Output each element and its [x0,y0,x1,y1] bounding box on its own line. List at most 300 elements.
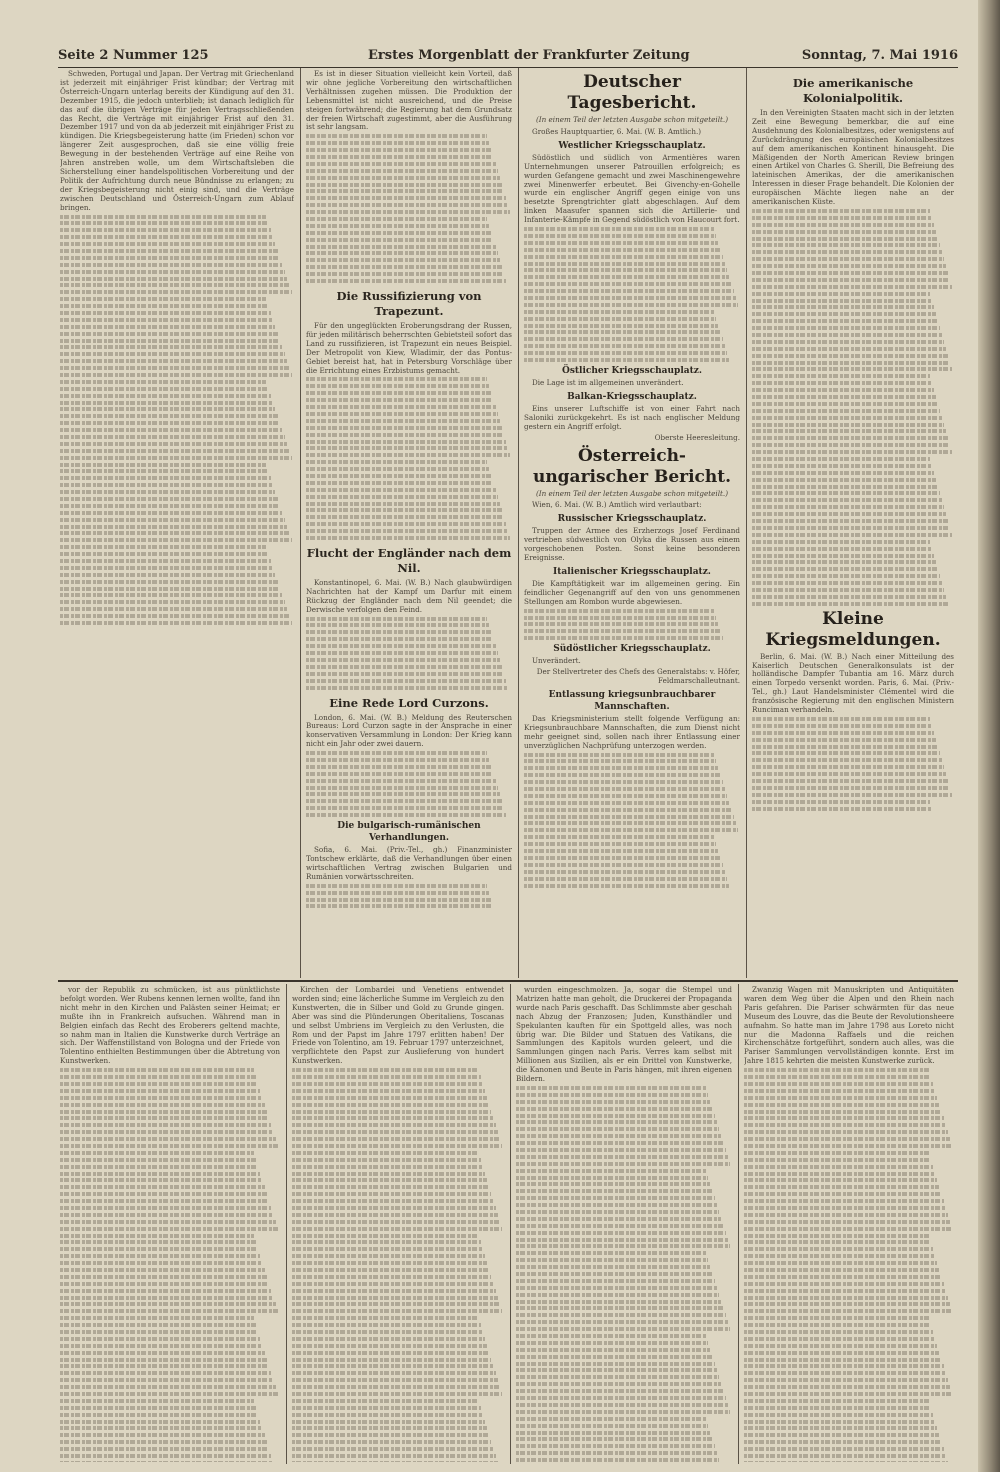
text-line [60,1130,273,1134]
text-line [752,786,950,790]
text-lines [306,377,512,539]
text-line [306,792,500,796]
text-line [60,428,282,432]
text-line [306,446,508,450]
text-line [60,1323,256,1327]
masthead-title: Erstes Morgenblatt der Frankfurter Zeitung [368,48,690,63]
header-rule [58,67,958,68]
text-line [306,799,502,803]
text-line [524,636,723,640]
text-line [60,1158,256,1162]
text-line [744,1364,944,1368]
page-binding-shadow [978,0,1000,1472]
text-line [516,1327,730,1331]
text-line [60,1227,278,1231]
text-line [306,169,498,173]
headline-bulgarian: Die bulgarisch-rumänischen Verhandlungen. [337,821,481,844]
text-line [752,367,952,371]
text-line [516,1120,717,1124]
text-line [744,1275,941,1279]
text-line [292,1420,485,1424]
text-line [306,758,489,762]
text-line [60,580,278,584]
text-line [306,377,487,381]
column-divider [746,68,747,978]
text-line [516,1410,730,1414]
text-line [306,134,487,138]
text-line [60,242,275,246]
text-line [744,1385,950,1389]
text-line [752,285,952,289]
text-lines [524,753,740,888]
text-line [752,519,948,523]
feuilleton-rule [58,980,958,982]
text-line [292,1234,479,1238]
note-line: (In einem Teil der letzten Ausgabe schon mitgeteilt.) [535,115,728,124]
text-line [752,374,930,378]
text-line [516,1368,717,1372]
text-line [292,1323,481,1327]
text-line [60,414,278,418]
text-line [524,815,734,819]
feuilleton-column-4 [744,986,954,1462]
column-divider [286,984,287,1464]
text-line [60,1172,260,1176]
text-line [292,1075,481,1079]
text-line [744,1172,935,1176]
article-text: vor der Republik zu schmücken, ist aus pünktlichste befolgt worden. Wer Rubens kennen lernen wollte, fand ihn nicht mehr in den Kirchen und Palästen seiner Heimat; er mußte ihn in Frankreich aufsuchen. Während man in Belgien einfach das Recht des Eroberers geltend machte, so nahm man in Italien die Kunstwerke durch Verträge an sich. Der Waffenstillstand von Bologna und der Friede von Tolentino enthielten Bestimmungen über die Abtretung von Kunstwerken. [60,986,280,1066]
text-line [516,1375,719,1379]
text-line [60,1454,271,1458]
text-line [60,1413,258,1417]
text-line [744,1165,933,1169]
text-line [60,1192,267,1196]
text-line [292,1185,489,1189]
text-line [516,1100,710,1104]
text-line [60,1261,262,1265]
text-line [60,221,268,225]
text-line [752,602,948,606]
text-line [306,279,506,283]
text-line [744,1110,941,1114]
headline-nil: Flucht der Engländer nach dem Nil. [306,545,512,575]
text-line [292,1137,500,1141]
text-line [744,1371,946,1375]
text-line [524,234,716,238]
text-line [516,1355,713,1359]
text-line [524,801,729,805]
text-lines [60,215,294,626]
text-line [60,366,289,370]
text-line [516,1382,721,1386]
text-line [524,842,716,846]
text-line [292,1247,483,1251]
text-line [292,1220,500,1224]
text-line [752,237,938,241]
text-line [744,1447,944,1451]
text-line [744,1234,929,1238]
text-line [60,531,289,535]
text-line [60,401,273,405]
text-line [744,1261,937,1265]
text-line [306,686,508,690]
text-line [306,495,498,499]
text-line [752,292,930,296]
text-line [306,196,506,200]
text-line [60,290,292,294]
text-line [744,1123,946,1127]
text-line [516,1458,719,1462]
text-line [60,297,266,301]
text-line [752,758,942,762]
text-line [752,457,930,461]
text-line [516,1444,715,1448]
article-text: In den Vereinigten Staaten macht sich in der letzten Zeit eine Bewegung bemerkbar, die auf eine Ausdehnung des Kolonialbesitzes, oder wenigstens auf Zurückdrängung des europäischen Kolonialbesitzes auf dem amerikanischen Kontinent hinausgeht. Die Mäßigenden der North American Review bringen einen Artikel von Charles G. Sherill, Die Befreiung des lateinischen Amerikas, der die amerikanischen Interessen in dieser Frage behandelt. Die Kolonien der europäischen Mächte liegen nahe an der amerikanischen Küste. [752,108,954,207]
text-line [744,1116,944,1120]
text-line [306,272,504,276]
text-line [516,1093,708,1097]
text-line [524,227,714,231]
article-text: Für den ungeglückten Eroberungsdrang der Russen, für jeden militärisch beherrschten Gebietsteil sofort das Land zu russifizieren, ist Trapezunt ein neues Beispiel. Der Metropolit von Kiew, Wladimir, der das Pontus-Gebiet bereist hat, hat in Petersburg Vorschläge über die Errichtung eines Erzbistums gemacht. [306,321,512,375]
text-line [744,1178,937,1182]
text-line [524,616,716,620]
text-line [752,772,946,776]
text-line [524,759,716,763]
text-lines [524,609,740,641]
text-line [752,450,952,454]
text-line [516,1127,719,1131]
text-line [60,359,287,363]
page-number: Seite 2 Nummer 125 [58,48,209,63]
text-line [292,1068,479,1072]
text-line [306,203,508,207]
text-line [60,1151,254,1155]
text-line [60,469,268,473]
text-line [744,1358,941,1362]
headline-curzon: Eine Rede Lord Curzons. [329,695,489,710]
text-line [306,623,489,627]
text-line [60,1351,265,1355]
text-line [60,332,278,336]
text-line [744,1309,952,1313]
text-line [60,483,273,487]
text-line [744,1158,931,1162]
text-line [752,429,946,433]
text-line [516,1293,719,1297]
text-line [60,1392,278,1396]
column-divider [300,68,301,978]
text-line [306,155,493,159]
text-line [60,525,287,529]
text-line [752,765,944,769]
text-line [524,794,727,798]
text-line [752,423,944,427]
text-line [60,490,275,494]
text-line [752,305,934,309]
article-text: Südöstlich und südlich von Armentières waren Unternehmungen unserer Patrouillen erfolgreich; es wurden Gefangene gemacht und zwei Maschinengewehre zwei Minenwerfer erbeutet. Bei Givenchy-en-Gohelle wurde ein englischer Angriff gegen einige von uns besetzte Sprengtrichter glatt abgeschlagen. Auf dem linken Maasufer spannen sich die Artillerie- und Infanterie-Kämpfe in Gegend südöstlich von Haucourt fort. [524,152,740,225]
text-line [60,1461,273,1462]
text-line [744,1151,929,1155]
article-text: Truppen der Armee des Erzherzogs Josef Ferdinand vertrieben südwestlich von Olyka die Russen aus einem vorgeschobenen Posten. Sonst keine besonderen Ereignisse. [524,526,740,563]
text-line [752,485,938,489]
text-line [306,231,491,235]
text-line [292,1461,498,1462]
text-line [752,512,946,516]
text-line [516,1244,730,1248]
text-line [516,1306,723,1310]
text-line [516,1431,710,1435]
text-line [292,1454,496,1458]
text-line [292,1351,489,1355]
text-line [524,255,723,259]
text-line [60,1220,276,1224]
text-line [292,1358,491,1362]
text-line [524,275,729,279]
text-line [524,835,714,839]
text-line [60,1282,269,1286]
text-line [744,1406,931,1410]
text-line [306,488,496,492]
text-line [752,409,940,413]
text-line [516,1148,726,1152]
text-line [292,1206,496,1210]
text-line [292,1116,493,1120]
text-line [752,533,952,537]
text-line [744,1337,935,1341]
text-line [744,1296,948,1300]
feuilleton-column-1 [60,986,280,1462]
text-line [60,345,282,349]
text-line [744,1378,948,1382]
article-text: Konstantinopel, 6. Mai. (W. B.) Nach glaubwürdigen Nachrichten hat der Kampf um Darfur mit einem Rückzug der Engländer nach dem Nil geendet; die Derwische verfolgen den Feind. [306,577,512,614]
text-line [752,333,942,337]
text-line [516,1424,708,1428]
text-line [744,1206,946,1210]
text-line [516,1141,723,1145]
page-header [58,48,958,66]
text-line [306,460,487,464]
text-line [60,1178,262,1182]
text-line [292,1123,496,1127]
text-line [292,1406,481,1410]
text-line [60,270,285,274]
text-line [60,607,287,611]
text-line [516,1086,706,1090]
text-line [306,258,500,262]
text-line [292,1378,498,1382]
text-line [60,1337,260,1341]
text-line [60,1096,262,1100]
text-line [306,522,506,526]
text-line [60,1385,276,1389]
text-line [516,1389,723,1393]
text-line [752,574,940,578]
text-line [60,1289,271,1293]
text-line [292,1082,483,1086]
text-line [752,443,950,447]
article-text: Schweden, Portugal und Japan. Der Vertrag mit Griechenland ist jederzeit mit einjähriger Frist kündbar; der Vertrag mit Österreich-Ungarn unterlag bereits der Kündigung auf den 31. Dezember 1915, die jedoch unterblieb; ist danach lediglich für das auf die übrigen Verträge für jeden Vertragsschließenden das Recht, die Verträge mit einjähriger Frist auf den 31. Dezember 1917 und von da ab jederzeit mit einjähriger Frist zu kündigen. Die Kriegsbegeisterung hatte (im Frieden) schon vor längerer Zeit ausgesprochen, daß sie eine völlig freie Bewegung in der bestehenden Verträge auf eine Reihe von Jahren anstreben wolle, um dem Wirtschaftsleben die Sicherstellung einer handelspolitischen Vorbereitung und der Politik der Aufrichtung durch neue Bündnisse zu erlangen; zu der Kriegsbegeisterung nicht einig sind, und die Verträge zwischen Deutschland und Österreich-Ungarn zum Ablauf bringen. [60,70,294,212]
text-line [516,1341,708,1345]
text-line [752,436,948,440]
text-line [306,651,498,655]
signature-ohl: Oberste Heeresleitung. [654,432,740,442]
text-lines [752,717,954,811]
text-line [516,1417,706,1421]
text-line [306,433,504,437]
text-line [60,1075,256,1079]
text-line [60,463,266,467]
headline-austrian-report: Österreich-ungarischer Bericht. [532,445,732,487]
text-line [60,421,280,425]
text-line [516,1258,708,1262]
note-line: (In einem Teil der letzten Ausgabe schon mitgeteilt.) [535,488,728,498]
text-line [292,1096,487,1100]
text-line [60,476,271,480]
text-line [60,497,278,501]
text-line [60,545,266,549]
article-text: Berlin, 6. Mai. (W. B.) Nach einer Mitteilung des Kaiserlich Deutschen Generalkonsulats ist der holländische Dampfer Tubantia am 16. März durch einen Torpedo versenkt worden. Paris, 6. Mai. (Priv.-Tel., gh.) Laut Handelsminister Clémentel wird die französische Regierung mit den englischen Ministern Runciman verhandeln. [752,651,954,715]
text-lines [292,1068,504,1462]
article-text: wurden eingeschmolzen. Ja, sogar die Stempel und Matrizen hatte man geholt, die Druckerei der Propaganda wurde nach Paris geschafft. Das Schlimmste aber geschah nach Abzug der Franzosen; Juden, Kunsthändler und Spekulanten kauften für ein Spottgeld alles, was noch übrig war. Die Bilder und Statuen des Vatikans, die Sammlungen des Kapitols wurden geleert, und die Sammlungen gingen nach Paris. Verres kam selbst mit Millionen aus Sizilien, als er ein Drittel von Kunstwerke, die Kanonen und Beute in Paris hängen, mit ihren eigenen Bildern. [516,986,732,1084]
text-line [524,877,727,881]
text-line [60,511,282,515]
text-line [60,387,268,391]
text-line [60,1447,269,1451]
text-line [60,1364,269,1368]
text-line [752,560,936,564]
text-line [306,141,489,145]
text-line [516,1155,728,1159]
text-line [752,402,938,406]
text-line [744,1254,935,1258]
text-line [292,1172,485,1176]
text-line [524,296,736,300]
text-line [524,310,714,314]
text-line [306,224,489,228]
text-line [524,821,736,825]
text-line [744,1282,944,1286]
text-line [524,324,718,328]
text-line [292,1165,483,1169]
text-line [60,566,273,570]
text-line [306,384,489,388]
text-line [744,1096,937,1100]
text-line [306,536,510,540]
text-line [60,1254,260,1258]
text-line [752,526,950,530]
text-line [60,600,285,604]
text-line [306,884,487,888]
text-line [752,381,932,385]
text-line [524,856,721,860]
text-line [752,312,936,316]
text-line [306,189,504,193]
text-line [516,1217,721,1221]
article-text: London, 6. Mai. (W. B.) Meldung des Reuterschen Bureaus: Lord Curzon sagte in der Ansprache in einer konservativen Versammlung in London: Der Krieg kann nicht ein Jahr oder zwei dauern. [306,712,512,749]
text-line [306,637,493,641]
text-line [516,1176,708,1180]
text-line [292,1399,479,1403]
text-line [306,658,500,662]
text-line [744,1144,952,1148]
text-line [524,268,727,272]
text-line [752,395,936,399]
text-line [60,587,280,591]
text-line [516,1396,726,1400]
article-text: Das Kriegsministerium stellt folgende Verfügung an: Kriegsunbrauchbare Mannschaften, die zum Dienst nicht mehr geeignet sind, sollen nach ihrer Entlassung einer unverzüglichen Nachprüfung unterzogen werden. [524,713,740,750]
text-line [60,339,280,343]
text-line [60,1420,260,1424]
text-line [60,1344,262,1348]
text-line [60,283,289,287]
text-line [292,1261,487,1265]
text-line [306,751,487,755]
text-line [752,388,934,392]
headline-western-front: Westlicher Kriegsschauplatz. [558,140,706,151]
article-text: Kirchen der Lombardei und Venetiens entwendet worden sind; eine lächerliche Summe im Vergleich zu den Kunstwerten, die in Silber und Gold zu Grunde gingen. Aber was sind die Plünderungen Oberitaliens, Toscanas und selbst Umbriens im Vergleich zu den Verlusten, die Rom und der Papst im Jahre 1797 erlitten haben! Der Friede von Tolentino, am 19. Februar 1797 unterzeichnet, verpflichtete den Papst zur Auslieferung von hundert Kunstwerken. [292,986,504,1066]
text-line [752,319,938,323]
text-line [516,1134,721,1138]
text-line [306,630,491,634]
text-line [744,1137,950,1141]
text-line [292,1296,498,1300]
text-line [60,1089,260,1093]
text-line [60,1082,258,1086]
text-line [60,1426,262,1430]
text-line [60,1068,254,1072]
text-line [60,1268,265,1272]
text-line [60,1213,273,1217]
text-line [524,849,718,853]
text-line [292,1433,489,1437]
text-line [306,806,504,810]
text-line [524,317,716,321]
text-line [292,1110,491,1114]
headline-italian-front: Italienischer Kriegsschauplatz. [553,566,711,577]
text-line [60,235,273,239]
text-line [752,724,932,728]
text-line [60,1302,276,1306]
headline-balkan-front: Balkan-Kriegsschauplatz. [567,391,697,402]
signature-hoefer: Der Stellvertreter des Chefs des Generalstabs: v. Höfer, Feldmarschalleutnant. [536,667,740,686]
text-line [60,1433,265,1437]
text-line [292,1213,498,1217]
text-line [752,243,940,247]
text-line [60,1371,271,1375]
text-line [306,391,491,395]
text-line [292,1158,481,1162]
text-line [524,248,721,252]
text-line [752,779,948,783]
text-line [744,1399,929,1403]
article-text: Sofia, 6. Mai. (Priv.-Tel., gh.) Finanzminister Tontschew erklärte, daß die Verhandlungen über einen wirtschaftlichen Vertrag zwischen Bulgarien und Rumänien vorwärtsschreiten. [306,845,512,881]
text-line [524,282,731,286]
text-line [292,1316,479,1320]
text-line [524,766,718,770]
text-line [752,478,936,482]
text-line [306,502,500,506]
text-line [752,738,936,742]
text-line [744,1302,950,1306]
text-line [292,1227,502,1231]
text-line [524,262,725,266]
text-line [60,263,282,267]
text-line [516,1362,715,1366]
text-line [524,303,738,307]
text-line [292,1385,500,1389]
text-line [60,456,292,460]
text-line [292,1289,496,1293]
